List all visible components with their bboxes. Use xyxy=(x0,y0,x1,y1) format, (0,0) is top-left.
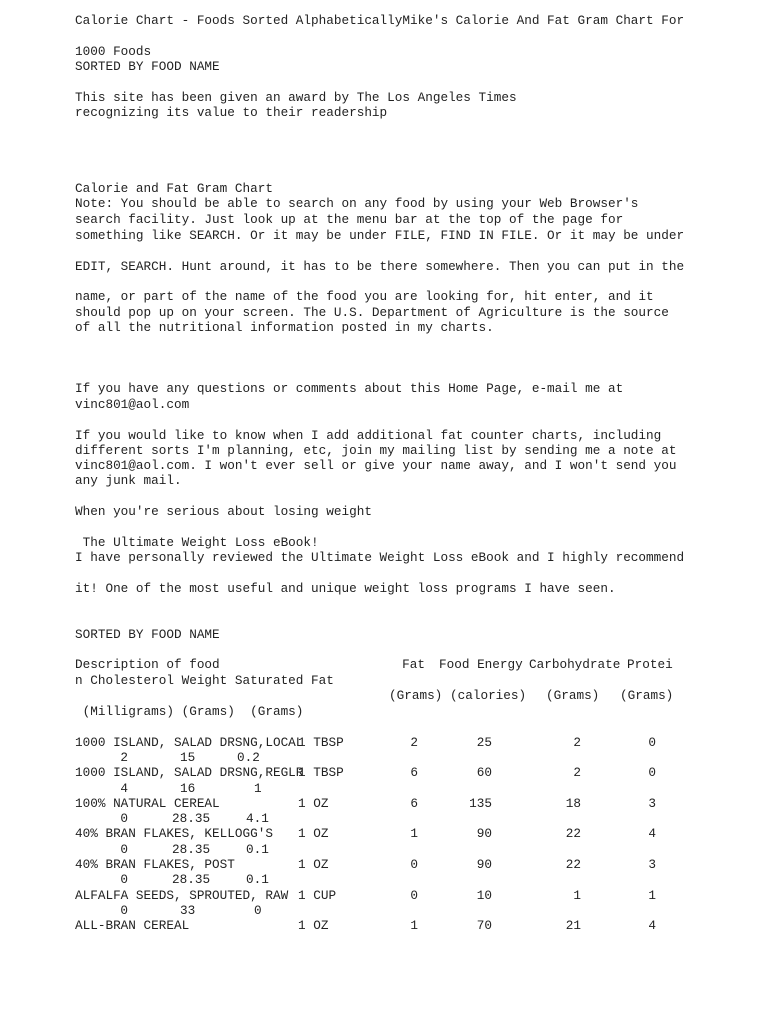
note-text: should pop up on your screen. The U.S. Department of Agriculture is the source xyxy=(75,305,669,320)
mailing-text: vinc801@aol.com. I won't ever sell or give your name away, and I won't send you xyxy=(75,458,677,473)
promo-text: When you're serious about losing weight xyxy=(75,504,372,519)
col-header-cont: n Cholesterol Weight Saturated Fat xyxy=(75,673,334,688)
row-energy: 135 xyxy=(469,796,492,811)
row-satfat: 0 xyxy=(254,903,262,918)
row-fat: 6 xyxy=(410,765,418,780)
unit-fat: (Grams) xyxy=(389,688,443,703)
row-food-name: ALL-BRAN CEREAL xyxy=(75,918,190,933)
row-satfat: 4.1 xyxy=(246,811,269,826)
row-food-name: 100% NATURAL CEREAL xyxy=(75,796,220,811)
mailing-text: If you would like to know when I add additional fat counter charts, including xyxy=(75,428,662,443)
row-cholesterol: 0 xyxy=(120,872,128,887)
row-measure: 1 TBSP xyxy=(298,735,344,750)
row-fat: 1 xyxy=(410,826,418,841)
mailing-text: different sorts I'm planning, etc, join my mailing list by sending me a note at xyxy=(75,443,677,458)
row-food-name: 40% BRAN FLAKES, KELLOGG'S xyxy=(75,826,273,841)
row-fat: 0 xyxy=(410,888,418,903)
row-weight: 28.35 xyxy=(172,872,211,887)
unit-carb: (Grams) xyxy=(546,688,600,703)
row-fat: 6 xyxy=(410,796,418,811)
row-food-name: ALFALFA SEEDS, SPROUTED, RAW xyxy=(75,888,289,903)
row-protein: 0 xyxy=(648,735,656,750)
contact-text: If you have any questions or comments about this Home Page, e-mail me at xyxy=(75,381,624,396)
row-energy: 25 xyxy=(476,735,492,750)
row-carb: 2 xyxy=(573,735,581,750)
row-weight: 28.35 xyxy=(172,811,211,826)
note-text: search facility. Just look up at the menu bar at the top of the page for xyxy=(75,212,624,227)
row-satfat: 0.1 xyxy=(246,842,269,857)
sort-label: SORTED BY FOOD NAME xyxy=(75,59,220,74)
mailing-text: any junk mail. xyxy=(75,473,182,488)
row-weight: 16 xyxy=(180,781,196,796)
chart-heading: Calorie and Fat Gram Chart xyxy=(75,181,273,196)
note-text: of all the nutritional information posted in my charts. xyxy=(75,320,494,335)
row-energy: 60 xyxy=(476,765,492,780)
row-protein: 1 xyxy=(648,888,656,903)
col-header-carb: Carbohydrate xyxy=(529,657,621,672)
row-satfat: 1 xyxy=(254,781,262,796)
unit-energy: (calories) xyxy=(450,688,527,703)
row-cholesterol: 2 xyxy=(120,750,128,765)
row-fat: 2 xyxy=(410,735,418,750)
row-protein: 0 xyxy=(648,765,656,780)
row-carb: 22 xyxy=(565,826,581,841)
note-text: something like SEARCH. Or it may be under FILE, FIND IN FILE. Or it may be under xyxy=(75,228,685,243)
row-carb: 1 xyxy=(573,888,581,903)
row-energy: 70 xyxy=(476,918,492,933)
col-header-fat: Fat xyxy=(402,657,425,672)
row-cholesterol: 4 xyxy=(120,781,128,796)
row-measure: 1 OZ xyxy=(298,857,329,872)
row-carb: 22 xyxy=(565,857,581,872)
col-header-description: Description of food xyxy=(75,657,220,672)
row-satfat: 0.2 xyxy=(237,750,260,765)
review-text: it! One of the most useful and unique weight loss programs I have seen. xyxy=(75,581,616,596)
row-energy: 90 xyxy=(476,826,492,841)
row-weight: 33 xyxy=(180,903,196,918)
row-protein: 3 xyxy=(648,796,656,811)
row-weight: 15 xyxy=(180,750,196,765)
row-food-name: 1000 ISLAND, SALAD DRSNG,REGLR xyxy=(75,765,304,780)
row-cholesterol: 0 xyxy=(120,811,128,826)
row-fat: 0 xyxy=(410,857,418,872)
note-text: EDIT, SEARCH. Hunt around, it has to be there somewhere. Then you can put in the xyxy=(75,259,685,274)
row-fat: 1 xyxy=(410,918,418,933)
row-energy: 10 xyxy=(476,888,492,903)
row-cholesterol: 0 xyxy=(120,903,128,918)
unit-protein: (Grams) xyxy=(620,688,674,703)
row-cholesterol: 0 xyxy=(120,842,128,857)
row-protein: 4 xyxy=(648,918,656,933)
note-text: name, or part of the name of the food you are looking for, hit enter, and it xyxy=(75,289,654,304)
page-title-cont: 1000 Foods xyxy=(75,44,152,59)
page-title: Calorie Chart - Foods Sorted AlphabeticallyMike's Calorie And Fat Gram Chart For xyxy=(75,13,685,28)
row-weight: 28.35 xyxy=(172,842,211,857)
row-measure: 1 CUP xyxy=(298,888,337,903)
row-measure: 1 TBSP xyxy=(298,765,344,780)
row-measure: 1 OZ xyxy=(298,796,329,811)
award-text: This site has been given an award by The Los Angeles Times xyxy=(75,90,517,105)
row-carb: 2 xyxy=(573,765,581,780)
row-carb: 18 xyxy=(565,796,581,811)
row-satfat: 0.1 xyxy=(246,872,269,887)
ebook-link[interactable]: The Ultimate Weight Loss eBook! xyxy=(75,535,319,550)
contact-email-link[interactable]: vinc801@aol.com xyxy=(75,397,190,412)
row-carb: 21 xyxy=(565,918,581,933)
col-header-protein: Protei xyxy=(627,657,673,672)
review-text: I have personally reviewed the Ultimate Weight Loss eBook and I highly recommend xyxy=(75,550,685,565)
row-food-name: 40% BRAN FLAKES, POST xyxy=(75,857,235,872)
row-measure: 1 OZ xyxy=(298,918,329,933)
row-energy: 90 xyxy=(476,857,492,872)
row-protein: 3 xyxy=(648,857,656,872)
row-measure: 1 OZ xyxy=(298,826,329,841)
row-protein: 4 xyxy=(648,826,656,841)
row-food-name: 1000 ISLAND, SALAD DRSNG,LOCAL xyxy=(75,735,304,750)
table-sort-label: SORTED BY FOOD NAME xyxy=(75,627,220,642)
col-header-energy: Food Energy xyxy=(439,657,523,672)
award-text: recognizing its value to their readership xyxy=(75,105,388,120)
units-row-cont: (Milligrams) (Grams) (Grams) xyxy=(75,704,304,719)
note-text: Note: You should be able to search on any food by using your Web Browser's xyxy=(75,196,639,211)
